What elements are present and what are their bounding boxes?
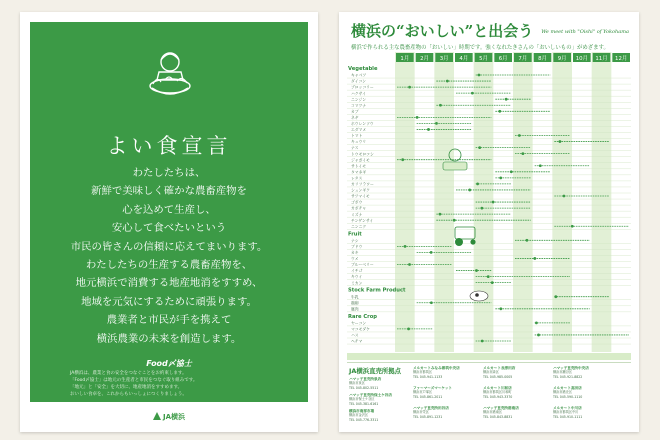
- crop-label: サトイモ: [351, 163, 366, 169]
- crop-icon: [478, 146, 481, 149]
- crop-icon: [499, 176, 502, 179]
- month-label: 1月: [400, 56, 410, 62]
- store-entry: [553, 406, 621, 419]
- store-addr: 横浜市瀬谷区: [553, 370, 573, 375]
- month-stripe: [434, 52, 454, 352]
- store-addr: 横浜市都筑区川和町: [483, 390, 512, 395]
- crop-icon: [401, 158, 404, 161]
- store-addr: 横浜市金沢区: [349, 413, 369, 418]
- crop-label: ブロッコリー: [351, 84, 374, 90]
- crop-label: ゴボウ: [351, 199, 363, 205]
- month-label: 11月: [595, 56, 608, 62]
- store-name: ハマッ子直売所田谷店: [413, 406, 449, 410]
- crop-label: ミズナ: [351, 211, 363, 217]
- month-label: 3月: [439, 56, 449, 62]
- store-tel: TEL 045-985-0005: [483, 374, 513, 379]
- store-tel: TEL 045-802-5511: [349, 385, 379, 390]
- store-tel: TEL 045-590-1110: [553, 394, 583, 399]
- crop-icon: [498, 110, 501, 113]
- ja-yokohama-logo: [20, 412, 318, 422]
- crop-label: ハス: [351, 332, 359, 338]
- footer-divider: [347, 353, 631, 360]
- crop-label: カリフラワー: [351, 181, 374, 187]
- crop-icon: [487, 275, 490, 278]
- crop-icon: [446, 80, 449, 83]
- right-poster: [339, 12, 639, 432]
- crop-icon: [535, 321, 538, 324]
- month-label: 4月: [459, 56, 469, 62]
- store-entry: [413, 366, 481, 379]
- declaration-line: 市民の皆さんの信頼に応えてまいります。: [70, 240, 268, 253]
- store-addr: 横浜市栄区: [413, 410, 429, 415]
- declaration-line: わたしたちの生産する農畜産物を、: [85, 259, 253, 272]
- crop-icon: [563, 195, 566, 198]
- store-entry: [483, 366, 551, 379]
- store-entry: [413, 406, 481, 419]
- store-entry: [413, 386, 481, 399]
- crop-label: 豚肉: [351, 306, 359, 312]
- crop-icon: [559, 140, 562, 143]
- store-name: ハマッ子直売所保土ケ谷店: [349, 393, 392, 397]
- store-tel: TEL 045-843-8831: [483, 414, 513, 419]
- declaration-text: [30, 164, 308, 348]
- crop-icon: [439, 104, 442, 107]
- store-tel: TEL 045-943-3370: [483, 394, 513, 399]
- store-addr: 横浜市港南区: [483, 410, 503, 415]
- store-name: メルカート長津田店: [483, 366, 516, 370]
- crop-icon: [499, 307, 502, 310]
- store-entry: [553, 366, 621, 379]
- ja-mark-icon: [153, 412, 161, 420]
- section-heading: Rare Crop: [348, 313, 378, 320]
- store-name: ハマッ子直売所中央店: [553, 366, 589, 370]
- calendar-subtitle: 横浜で作られる主な農畜産物の「おいしい」時期です。強くなれたきさんの「おいしいもの」がめざます。: [351, 45, 609, 51]
- store-name: ファーマーズマーケット: [413, 386, 453, 390]
- farmer-illustration-icon: [147, 50, 193, 102]
- store-name: ハマッ子直売所港南店: [483, 406, 519, 410]
- month-label: 6月: [498, 56, 508, 62]
- fine-print-line: 「地元」と「安全」を大切に、地産地消をすすめます。: [70, 385, 183, 390]
- crop-icon: [430, 251, 433, 254]
- crop-icon: [539, 164, 542, 167]
- crop-icon: [537, 334, 540, 337]
- org-name: JA横浜: [162, 413, 186, 421]
- month-stripe: [592, 52, 612, 352]
- store-addr: 横浜市戸塚区: [413, 390, 433, 395]
- crop-label: タマネギ: [351, 169, 367, 175]
- declaration-line: 心を込めて生産し、: [122, 203, 216, 216]
- cow-spot-icon: [475, 293, 479, 297]
- crop-label: サツマイモ: [351, 193, 370, 199]
- crop-label: ハクサイ: [351, 90, 366, 96]
- store-name: メルカートみなみ都筑中央店: [413, 366, 460, 370]
- crop-label: ダイコン: [351, 78, 366, 84]
- crop-label: 牛乳: [351, 294, 359, 300]
- store-entry: [349, 377, 417, 390]
- store-tel: TEL 045-910-1111: [553, 414, 583, 419]
- cow-icon: [470, 291, 488, 301]
- crop-icon: [518, 134, 521, 137]
- fine-print-line: 「Food〆協士」は地元の生産者と市民をつなぐ取り組みです。: [70, 378, 198, 383]
- store-entry: [483, 406, 551, 419]
- crop-icon: [480, 207, 483, 210]
- crop-label: ウメ: [351, 256, 359, 262]
- page-title: よい食宣言: [106, 134, 232, 158]
- crop-label: ミカン: [351, 280, 363, 286]
- fine-print-line: JA横浜は、農業と食の安全をつなぐことをお約束します。: [70, 371, 187, 376]
- crop-icon: [505, 98, 508, 101]
- crop-label: シュンギク: [351, 187, 370, 193]
- store-addr: 横浜市泉区: [349, 381, 365, 386]
- crop-icon: [478, 74, 481, 77]
- store-tel: TEL 045-861-2011: [413, 394, 443, 399]
- crop-icon: [404, 245, 407, 248]
- crop-icon: [510, 170, 513, 173]
- declaration-line: 地元横浜で消費する地産地消をすすめ、: [75, 277, 263, 290]
- crop-label: ニンジン: [351, 96, 366, 102]
- fine-print-line: おいしい食卓を、これからもいっしょにつくりましょう。: [70, 392, 187, 397]
- crop-label: カキ: [351, 250, 359, 255]
- crop-label: キウイ: [351, 274, 363, 280]
- crop-icon: [571, 225, 574, 228]
- store-addr: 横浜市都筑区中川: [553, 410, 579, 415]
- declaration-line: 安心して食べたいという: [111, 222, 227, 235]
- fine-print: [70, 370, 270, 398]
- crop-icon: [408, 86, 411, 89]
- tractor-icon: [455, 227, 475, 239]
- crop-label: イチゴ: [351, 268, 363, 274]
- store-entry: [483, 386, 551, 399]
- section-heading: Stock Farm Product: [348, 287, 406, 294]
- crop-label: レタス: [351, 175, 363, 181]
- crop-icon: [533, 257, 536, 260]
- crop-icon: [407, 328, 410, 331]
- crop-label: チンゲンサイ: [351, 217, 374, 223]
- crop-icon: [435, 122, 438, 125]
- crop-label: トマト: [351, 133, 363, 139]
- crop-label: ブドウ: [351, 243, 363, 249]
- store-tel: TEL 045-921-8822: [553, 374, 583, 379]
- crop-label: コマツナ: [351, 102, 367, 108]
- crop-label: キュウリ: [351, 139, 367, 145]
- month-label: 5月: [479, 56, 488, 62]
- store-tel: TEL 045-776-3311: [349, 417, 379, 422]
- food-brand-logo: Food〆協士: [146, 359, 192, 368]
- crop-label: ホウレンソウ: [351, 121, 374, 126]
- store-addr: 横浜市緑区: [483, 370, 499, 375]
- declaration-line: 地域を元気にするために頑張ります。: [81, 295, 257, 308]
- month-label: 8月: [538, 56, 547, 62]
- store-addr: 横浜市港北区: [553, 390, 573, 395]
- crop-icon: [481, 340, 484, 343]
- crop-label: ジャガイモ: [351, 157, 370, 163]
- crop-icon: [427, 128, 430, 131]
- crop-label: ヘチマ: [351, 338, 363, 344]
- month-label: 12月: [615, 56, 628, 62]
- month-stripe: [552, 52, 572, 352]
- crop-icon: [476, 183, 479, 186]
- crop-label: ニンニク: [351, 223, 367, 229]
- store-addr: 横浜市保土ケ谷区: [349, 397, 375, 402]
- crop-label: ナス: [351, 145, 359, 151]
- crop-icon: [468, 189, 471, 192]
- declaration-line: わたしたちは、: [132, 167, 206, 179]
- crop-icon: [471, 92, 474, 95]
- store-entry: [553, 386, 621, 399]
- store-entry: [349, 393, 417, 406]
- crop-icon: [408, 263, 411, 266]
- month-label: 9月: [557, 56, 567, 62]
- crop-label: キャベツ: [351, 72, 367, 78]
- store-name: ハマッ子直売所泉店: [349, 377, 382, 381]
- store-name: メルカート中川店: [553, 406, 582, 410]
- declaration-line: 農業者と市民が手を携えて: [106, 314, 232, 327]
- crop-icon: [475, 269, 478, 272]
- store-name: メルカート川和店: [483, 386, 512, 390]
- crop-label: ネギ: [351, 114, 359, 120]
- store-name: 横浜市南部市場: [349, 409, 375, 413]
- crop-label: 鶏卵: [351, 300, 359, 306]
- crop-label: ナシ: [351, 237, 359, 243]
- crop-icon: [526, 239, 529, 242]
- crop-label: マコモダケ: [351, 326, 370, 332]
- month-label: 10月: [575, 56, 588, 62]
- left-poster: [20, 12, 318, 432]
- calendar-title-en: We meet with "Oishi" of Yokohama: [541, 29, 629, 35]
- store-directory-title: JA横浜直売所拠点: [349, 367, 402, 375]
- store-tel: TEL 045-381-6161: [349, 401, 379, 406]
- declaration-line: 横浜農業の未来を創造します。: [96, 332, 242, 345]
- basket-icon: [443, 162, 467, 170]
- store-name: メルカート高田店: [553, 386, 582, 390]
- crop-icon: [554, 295, 557, 298]
- crop-label: カブ: [351, 108, 359, 114]
- crop-label: トウモロコシ: [351, 151, 374, 157]
- month-label: 7月: [518, 56, 528, 62]
- store-addr: 横浜市都筑区: [413, 370, 433, 375]
- crop-label: エダマメ: [351, 127, 367, 133]
- calendar-title: 横浜の“おいしい”と出会う: [351, 22, 534, 40]
- store-directory: [347, 362, 631, 427]
- crop-icon: [453, 219, 456, 222]
- store-tel: TEL 045-891-1231: [413, 414, 443, 419]
- crop-icon: [430, 301, 433, 304]
- crop-label: ブルーベリー: [351, 262, 374, 268]
- crop-icon: [492, 201, 495, 204]
- store-entry: [349, 409, 417, 422]
- month-label: 2月: [420, 56, 429, 62]
- tractor-wheel-icon: [455, 238, 463, 246]
- crop-label: カボチャ: [351, 205, 367, 211]
- store-tel: TEL 045-941-1133: [413, 374, 443, 379]
- seasonal-calendar-grid: [347, 52, 631, 352]
- crop-icon: [416, 116, 419, 119]
- crop-icon: [439, 213, 442, 216]
- declaration-line: 新鮮で美味しく確かな農畜産物を: [91, 185, 247, 198]
- tractor-wheel-icon: [470, 239, 475, 244]
- green-declaration-panel: [30, 22, 308, 402]
- crop-label: ヤーコン: [351, 320, 367, 326]
- crop-icon: [521, 152, 524, 155]
- section-heading: Vegetable: [348, 66, 378, 72]
- month-stripe: [395, 52, 415, 352]
- section-heading: Fruit: [348, 231, 362, 238]
- crop-icon: [491, 281, 494, 284]
